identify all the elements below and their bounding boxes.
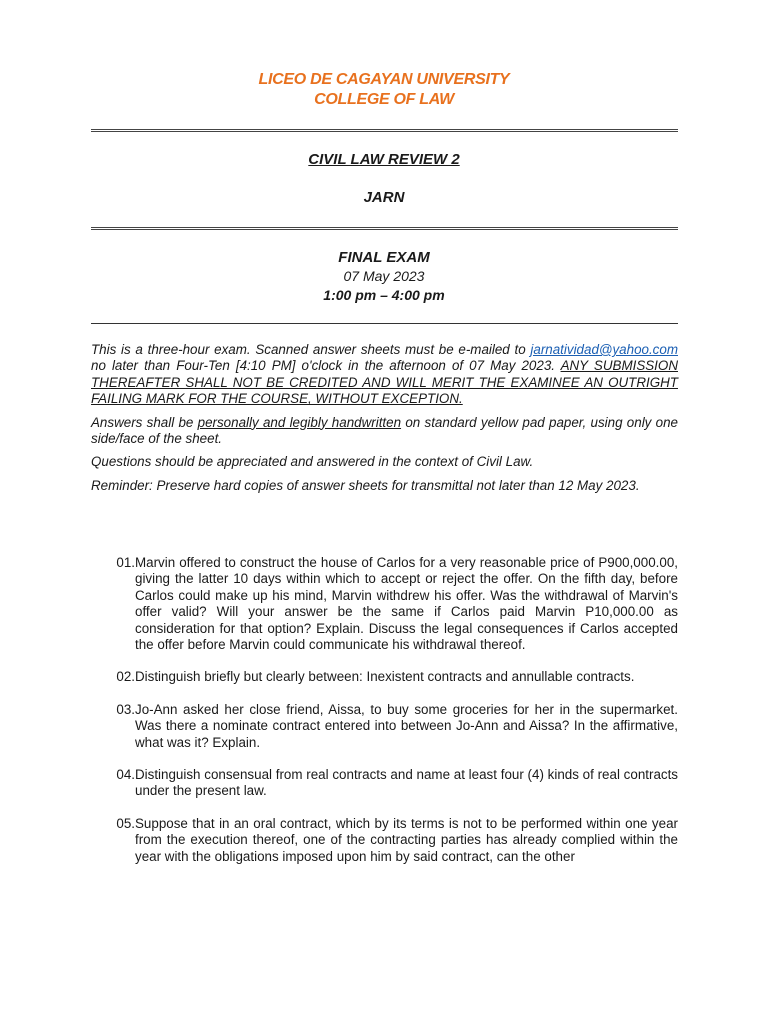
question-text: Suppose that in an oral contract, which by its terms is not to be performed within one year from the execution thereof, one of the contracting parties has already complied within the year with the obligations imposed upon him by said contract, can the other — [135, 815, 678, 864]
question-item — [91, 669, 678, 685]
university-name: LICEO DE CAGAYAN UNIVERSITY — [258, 71, 510, 88]
instructions — [91, 342, 678, 501]
instruction-submission: This is a three-hour exam. Scanned answer sheets must be e-mailed to jarnatividad@yahoo.com no later than Four-Ten [4:10 PM] o'clock in the afternoon of 07 May 2023. ANY SUBMISSION THEREAFTER SHALL NOT BE CREDITED AND WILL MERIT THE EXAMINEE AN OUTRIGHT FAILING MARK FOR THE COURSE, WITHOUT EXCEPTION. — [91, 342, 678, 407]
question-item — [91, 702, 678, 751]
header-divider — [91, 129, 678, 132]
exam-divider — [91, 323, 678, 324]
question-number: 01. — [116, 555, 135, 570]
course-divider — [91, 227, 678, 230]
instructor-block — [0, 189, 768, 206]
course-block — [0, 151, 768, 168]
college-name: COLLEGE OF LAW — [314, 91, 454, 108]
question-list — [91, 555, 678, 881]
question-text: Distinguish briefly but clearly between: Inexistent contracts and annullable contracts. — [135, 669, 635, 685]
question-text: Jo-Ann asked her close friend, Aissa, to buy some groceries for her in the supermarket. Was there a nominate contract entered into between Jo-Ann and Aissa? In the affirmative, what was it? Explain. — [135, 701, 678, 750]
question-number: 02. — [116, 669, 135, 685]
question-item — [91, 767, 678, 800]
instruction-reminder: Reminder: Preserve hard copies of answer sheets for transmittal not later than 12 May 2023. — [91, 477, 640, 493]
question-item — [91, 816, 678, 865]
question-number: 04. — [116, 767, 135, 783]
exam-time: 1:00 pm – 4:00 pm — [323, 287, 445, 303]
question-number: 03. — [116, 701, 135, 717]
question-text: Distinguish consensual from real contracts and name at least four (4) kinds of real contracts under the present law. — [135, 767, 678, 799]
question-item — [91, 555, 678, 653]
exam-date: 07 May 2023 — [343, 268, 425, 284]
exam-title: FINAL EXAM — [338, 249, 430, 266]
email-link[interactable]: jarnatividad@yahoo.com — [530, 342, 678, 357]
instruction-context: Questions should be appreciated and answered in the context of Civil Law. — [91, 454, 534, 470]
instructor-name: JARN — [363, 189, 405, 206]
question-text: Marvin offered to construct the house of Carlos for a very reasonable price of P900,000.00, giving the latter 10 days within which to accept or reject the offer. On the fifth day, before Carlos could make up his mind, Marvin withdrew his offer. Was the withdrawal of Marvin's offer valid? Will your answer be the same if Carlos paid Marvin P10,000.00 as consideration for that option? Explain. Discuss the legal consequences if Carlos accepted the offer before Marvin could communicate his withdrawal thereof. — [135, 555, 678, 653]
submission-warning: ANY SUBMISSION THEREAFTER SHALL NOT BE CREDITED AND WILL MERIT THE EXAMINEE AN OUTRIGHT FAILING MARK FOR THE COURSE, WITHOUT EXCEPTION. — [91, 358, 678, 407]
instruction-handwritten: Answers shall be personally and legibly handwritten on standard yellow pad paper, using only one side/face of the sheet. — [91, 414, 678, 447]
document-header — [0, 70, 768, 110]
course-title: CIVIL LAW REVIEW 2 — [308, 151, 460, 168]
exam-block — [0, 248, 768, 305]
question-number: 05. — [116, 815, 135, 831]
